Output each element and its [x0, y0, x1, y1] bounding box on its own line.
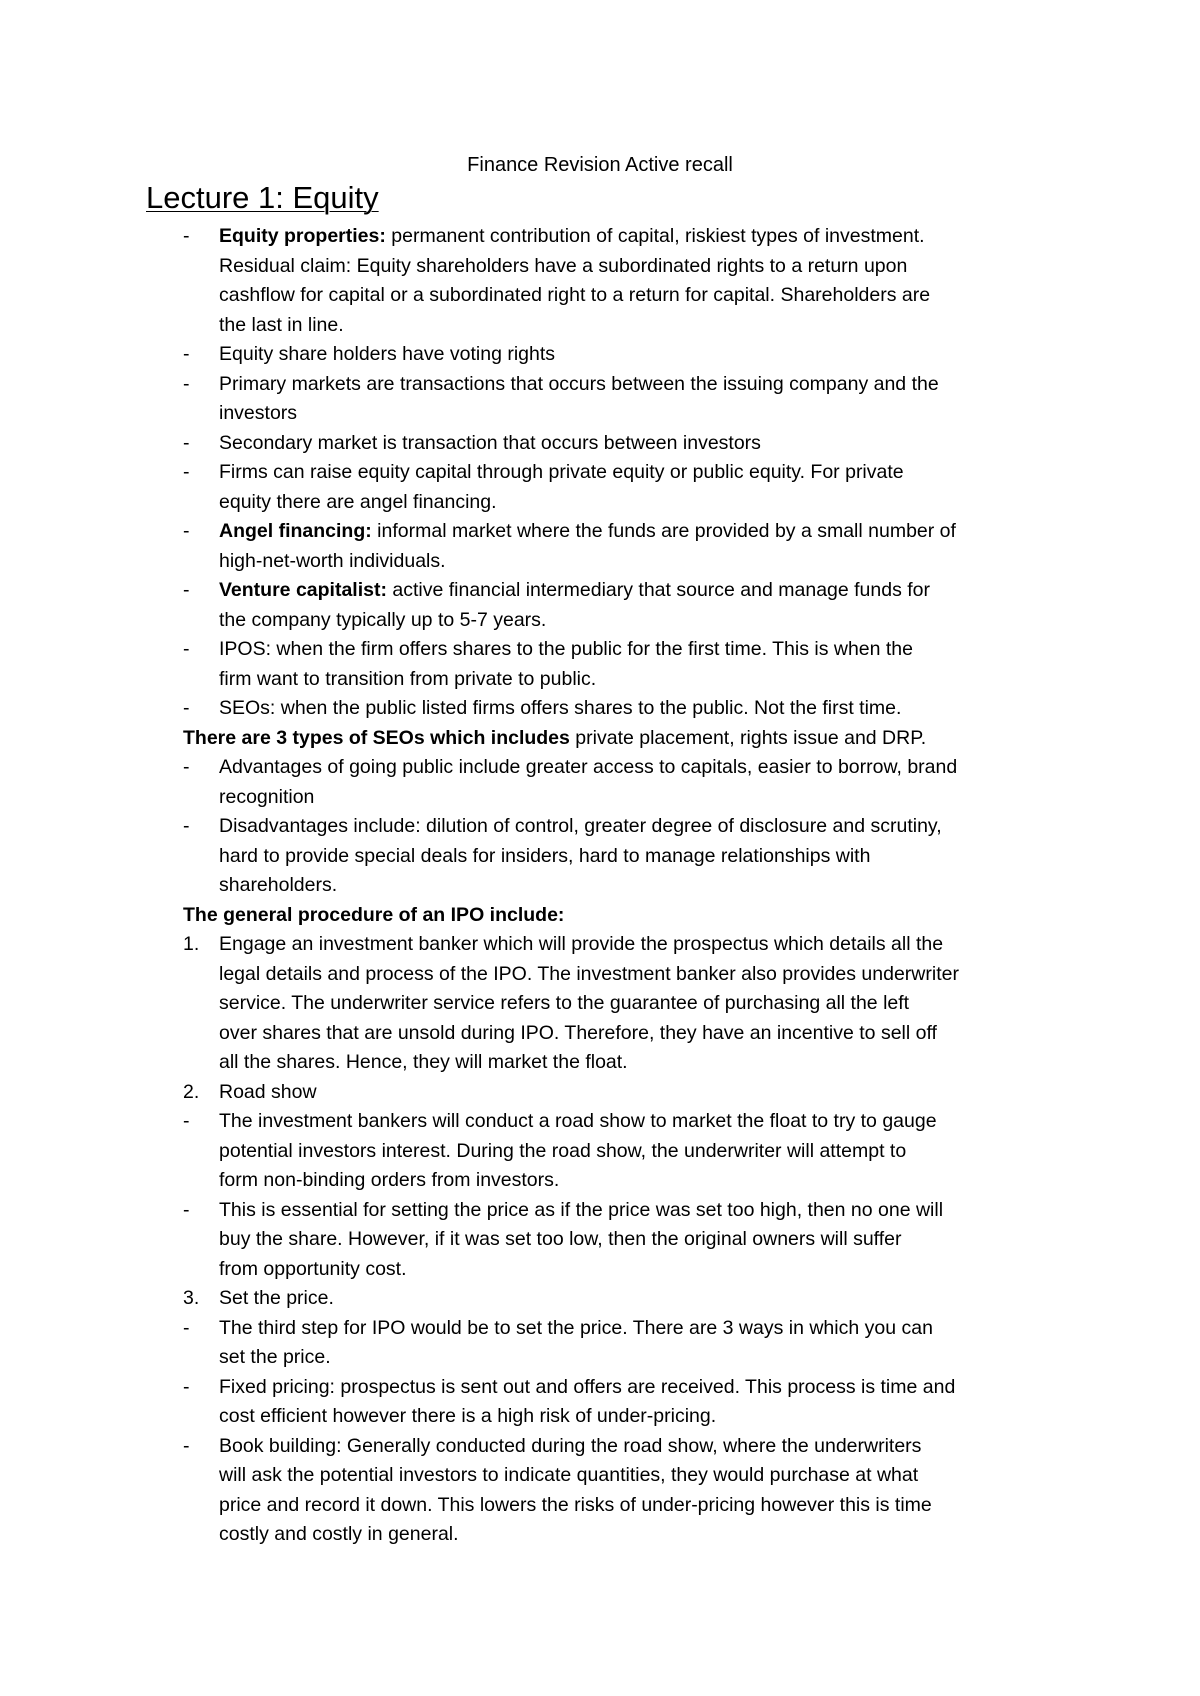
list-item-line: will ask the potential investors to indicate quantities, they would purchase at what [219, 1464, 919, 1486]
list-item [183, 370, 1083, 429]
list-item [183, 340, 1083, 370]
list-item-line [219, 222, 1083, 252]
list-marker: - [183, 343, 190, 365]
list-marker: - [183, 431, 190, 454]
list-item-line: all the shares. Hence, they will market the float. [219, 1051, 628, 1073]
list-item-line: cashflow for capital or a subordinated right to a return for capital. Shareholders are [219, 284, 931, 306]
list-item-line [219, 576, 1083, 606]
list-item-line: Firms can raise equity capital through private equity or public equity. For private [219, 461, 904, 483]
list-item-line: shareholders. [219, 874, 338, 896]
list-marker: - [183, 1110, 190, 1132]
list-item-line: service. The underwriter service refers to the guarantee of purchasing all the left [219, 992, 910, 1014]
list-item-line: The third step for IPO would be to set the price. There are 3 ways in which you can [219, 1316, 933, 1339]
list-item-line: firm want to transition from private to public. [219, 667, 597, 690]
list-item-line: potential investors interest. During the road show, the underwriter will attempt to [219, 1139, 907, 1162]
list-item-line: Road show [219, 1080, 317, 1103]
list-item [183, 812, 1083, 901]
list-item [183, 1078, 1083, 1108]
list-item [183, 1432, 1083, 1550]
text-run: informal market where the funds are provided by a small number of [371, 520, 956, 542]
list-item [183, 517, 1083, 576]
list-item-line: Primary markets are transactions that occurs between the issuing company and the [219, 372, 939, 395]
list-item-line: Disadvantages include: dilution of control, greater degree of disclosure and scrutiny, [219, 815, 942, 837]
list-item-line [219, 517, 1083, 547]
list-marker: - [183, 461, 190, 483]
bold-term: Venture capitalist: [219, 579, 387, 601]
list-item-line: buy the share. However, if it was set too low, then the original owners will suffer [219, 1228, 902, 1250]
list-item-line: the company typically up to 5-7 years. [219, 608, 547, 631]
list-marker: - [183, 579, 190, 601]
list-item [183, 753, 1083, 812]
list-marker: - [183, 697, 190, 719]
list-item-line: legal details and process of the IPO. The investment banker also provides underwriter [219, 962, 959, 985]
list-item-line: The investment bankers will conduct a road show to market the float to try to gauge [219, 1110, 937, 1132]
list-item-line: set the price. [219, 1346, 331, 1368]
list-item [183, 1284, 1083, 1314]
ipo-heading: The general procedure of an IPO include: [183, 903, 565, 926]
list-item-line: IPOS: when the firm offers shares to the public for the first time. This is when the [219, 638, 914, 660]
list-item-line: over shares that are unsold during IPO. Therefore, they have an incentive to sell off [219, 1021, 937, 1044]
list-item-line: Secondary market is transaction that occurs between investors [219, 431, 761, 454]
list-item [183, 930, 1083, 1078]
list-item-line: form non-binding orders from investors. [219, 1169, 560, 1191]
list-item-line: equity there are angel financing. [219, 490, 497, 513]
list-item-line: Fixed pricing: prospectus is sent out and offers are received. This process is time and [219, 1375, 956, 1398]
list-item-line: cost efficient however there is a high risk of under-pricing. [219, 1405, 717, 1427]
list-marker: - [183, 372, 190, 395]
list-item [183, 576, 1083, 635]
list-item-line: hard to provide special deals for insiders, hard to manage relationships with [219, 844, 871, 867]
list-marker: 3. [183, 1287, 200, 1309]
list-item-line: the last in line. [219, 313, 344, 336]
document-body [183, 222, 1083, 1550]
list-item-line: high-net-worth individuals. [219, 549, 446, 572]
text-run: active financial intermediary that source and manage funds for [386, 579, 931, 601]
list-marker: - [183, 1375, 190, 1398]
bold-term: Equity properties: [219, 225, 386, 247]
text-run: permanent contribution of capital, riskiest types of investment. [385, 225, 925, 247]
list-marker: - [183, 638, 190, 660]
list-item-line: SEOs: when the public listed firms offers shares to the public. Not the first time. [219, 697, 902, 719]
list-item-line: Equity share holders have voting rights [219, 343, 556, 365]
list-item-line: Engage an investment banker which will provide the prospectus which details all the [219, 933, 944, 955]
list-marker: - [183, 756, 190, 778]
list-item [183, 1314, 1083, 1373]
list-item [183, 222, 1083, 340]
list-item-line: Residual claim: Equity shareholders have a subordinated rights to a return upon [219, 254, 908, 277]
list-marker: - [183, 815, 190, 837]
list-item-line: This is essential for setting the price as if the price was set too high, then no one will [219, 1198, 944, 1221]
list-marker: - [183, 1198, 190, 1221]
list-item-line: costly and costly in general. [219, 1523, 459, 1545]
list-item [183, 429, 1083, 459]
list-marker: - [183, 1434, 190, 1457]
list-item-line: price and record it down. This lowers the risks of under-pricing however this is time [219, 1493, 932, 1516]
list-marker: - [183, 1316, 190, 1339]
list-item-line: Book building: Generally conducted during the road show, where the underwriters [219, 1434, 922, 1457]
list-marker: 2. [183, 1080, 200, 1103]
list-marker: 1. [183, 933, 200, 955]
list-item [183, 1373, 1083, 1432]
document-title: Finance Revision Active recall [467, 154, 733, 176]
list-item-line: Set the price. [219, 1287, 334, 1309]
bold-term: Angel financing: [219, 520, 372, 542]
list-item-line: investors [219, 402, 298, 424]
lecture-heading: Lecture 1: Equity [146, 180, 379, 215]
list-item [183, 694, 1083, 724]
list-item-line: from opportunity cost. [219, 1257, 407, 1280]
list-item [183, 635, 1083, 694]
list-item [183, 1107, 1083, 1196]
list-item-line: Advantages of going public include greater access to capitals, easier to borrow, brand [219, 756, 958, 778]
bold-term: There are 3 types of SEOs which includes [183, 726, 570, 749]
list-marker: - [183, 520, 190, 542]
list-marker: - [183, 225, 190, 247]
text-run: private placement, rights issue and DRP. [569, 726, 927, 749]
seo-paragraph [183, 724, 1083, 754]
list-item [183, 458, 1083, 517]
list-item [183, 1196, 1083, 1285]
list-item-line: recognition [219, 785, 315, 808]
